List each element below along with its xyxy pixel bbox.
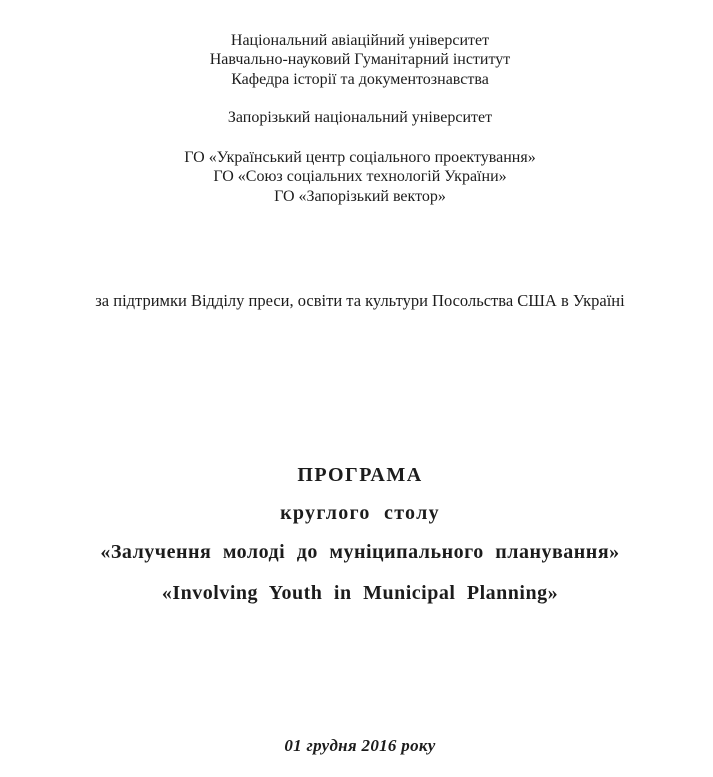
- document-type-heading: ПРОГРАМА: [297, 464, 423, 486]
- event-title-english: «Involving Youth in Municipal Planning»: [161, 582, 559, 604]
- event-title-ukrainian: «Залучення молоді до муніципального планування»: [100, 541, 620, 563]
- organizer-university-line-3: Кафедра історії та документознавства: [231, 71, 489, 88]
- support-acknowledgement-line: за підтримки Відділу преси, освіти та культури Посольства США в Україні: [95, 291, 625, 310]
- organizer-znu-line: Запорізький національний університет: [227, 109, 493, 126]
- organizer-university-line-2: Навчально-науковий Гуманітарний інститут: [209, 51, 511, 68]
- event-date-line: 01 грудня 2016 року: [284, 736, 436, 755]
- organizer-ngo-line-1: ГО «Український центр соціального проектування»: [184, 149, 536, 166]
- organizer-ngo-line-3: ГО «Запорізький вектор»: [274, 188, 446, 205]
- event-type-heading: круглого столу: [280, 502, 440, 524]
- organizer-ngo-line-2: ГО «Союз соціальних технологій України»: [213, 168, 507, 185]
- organizer-university-line-1: Національний авіаційний університет: [230, 32, 490, 49]
